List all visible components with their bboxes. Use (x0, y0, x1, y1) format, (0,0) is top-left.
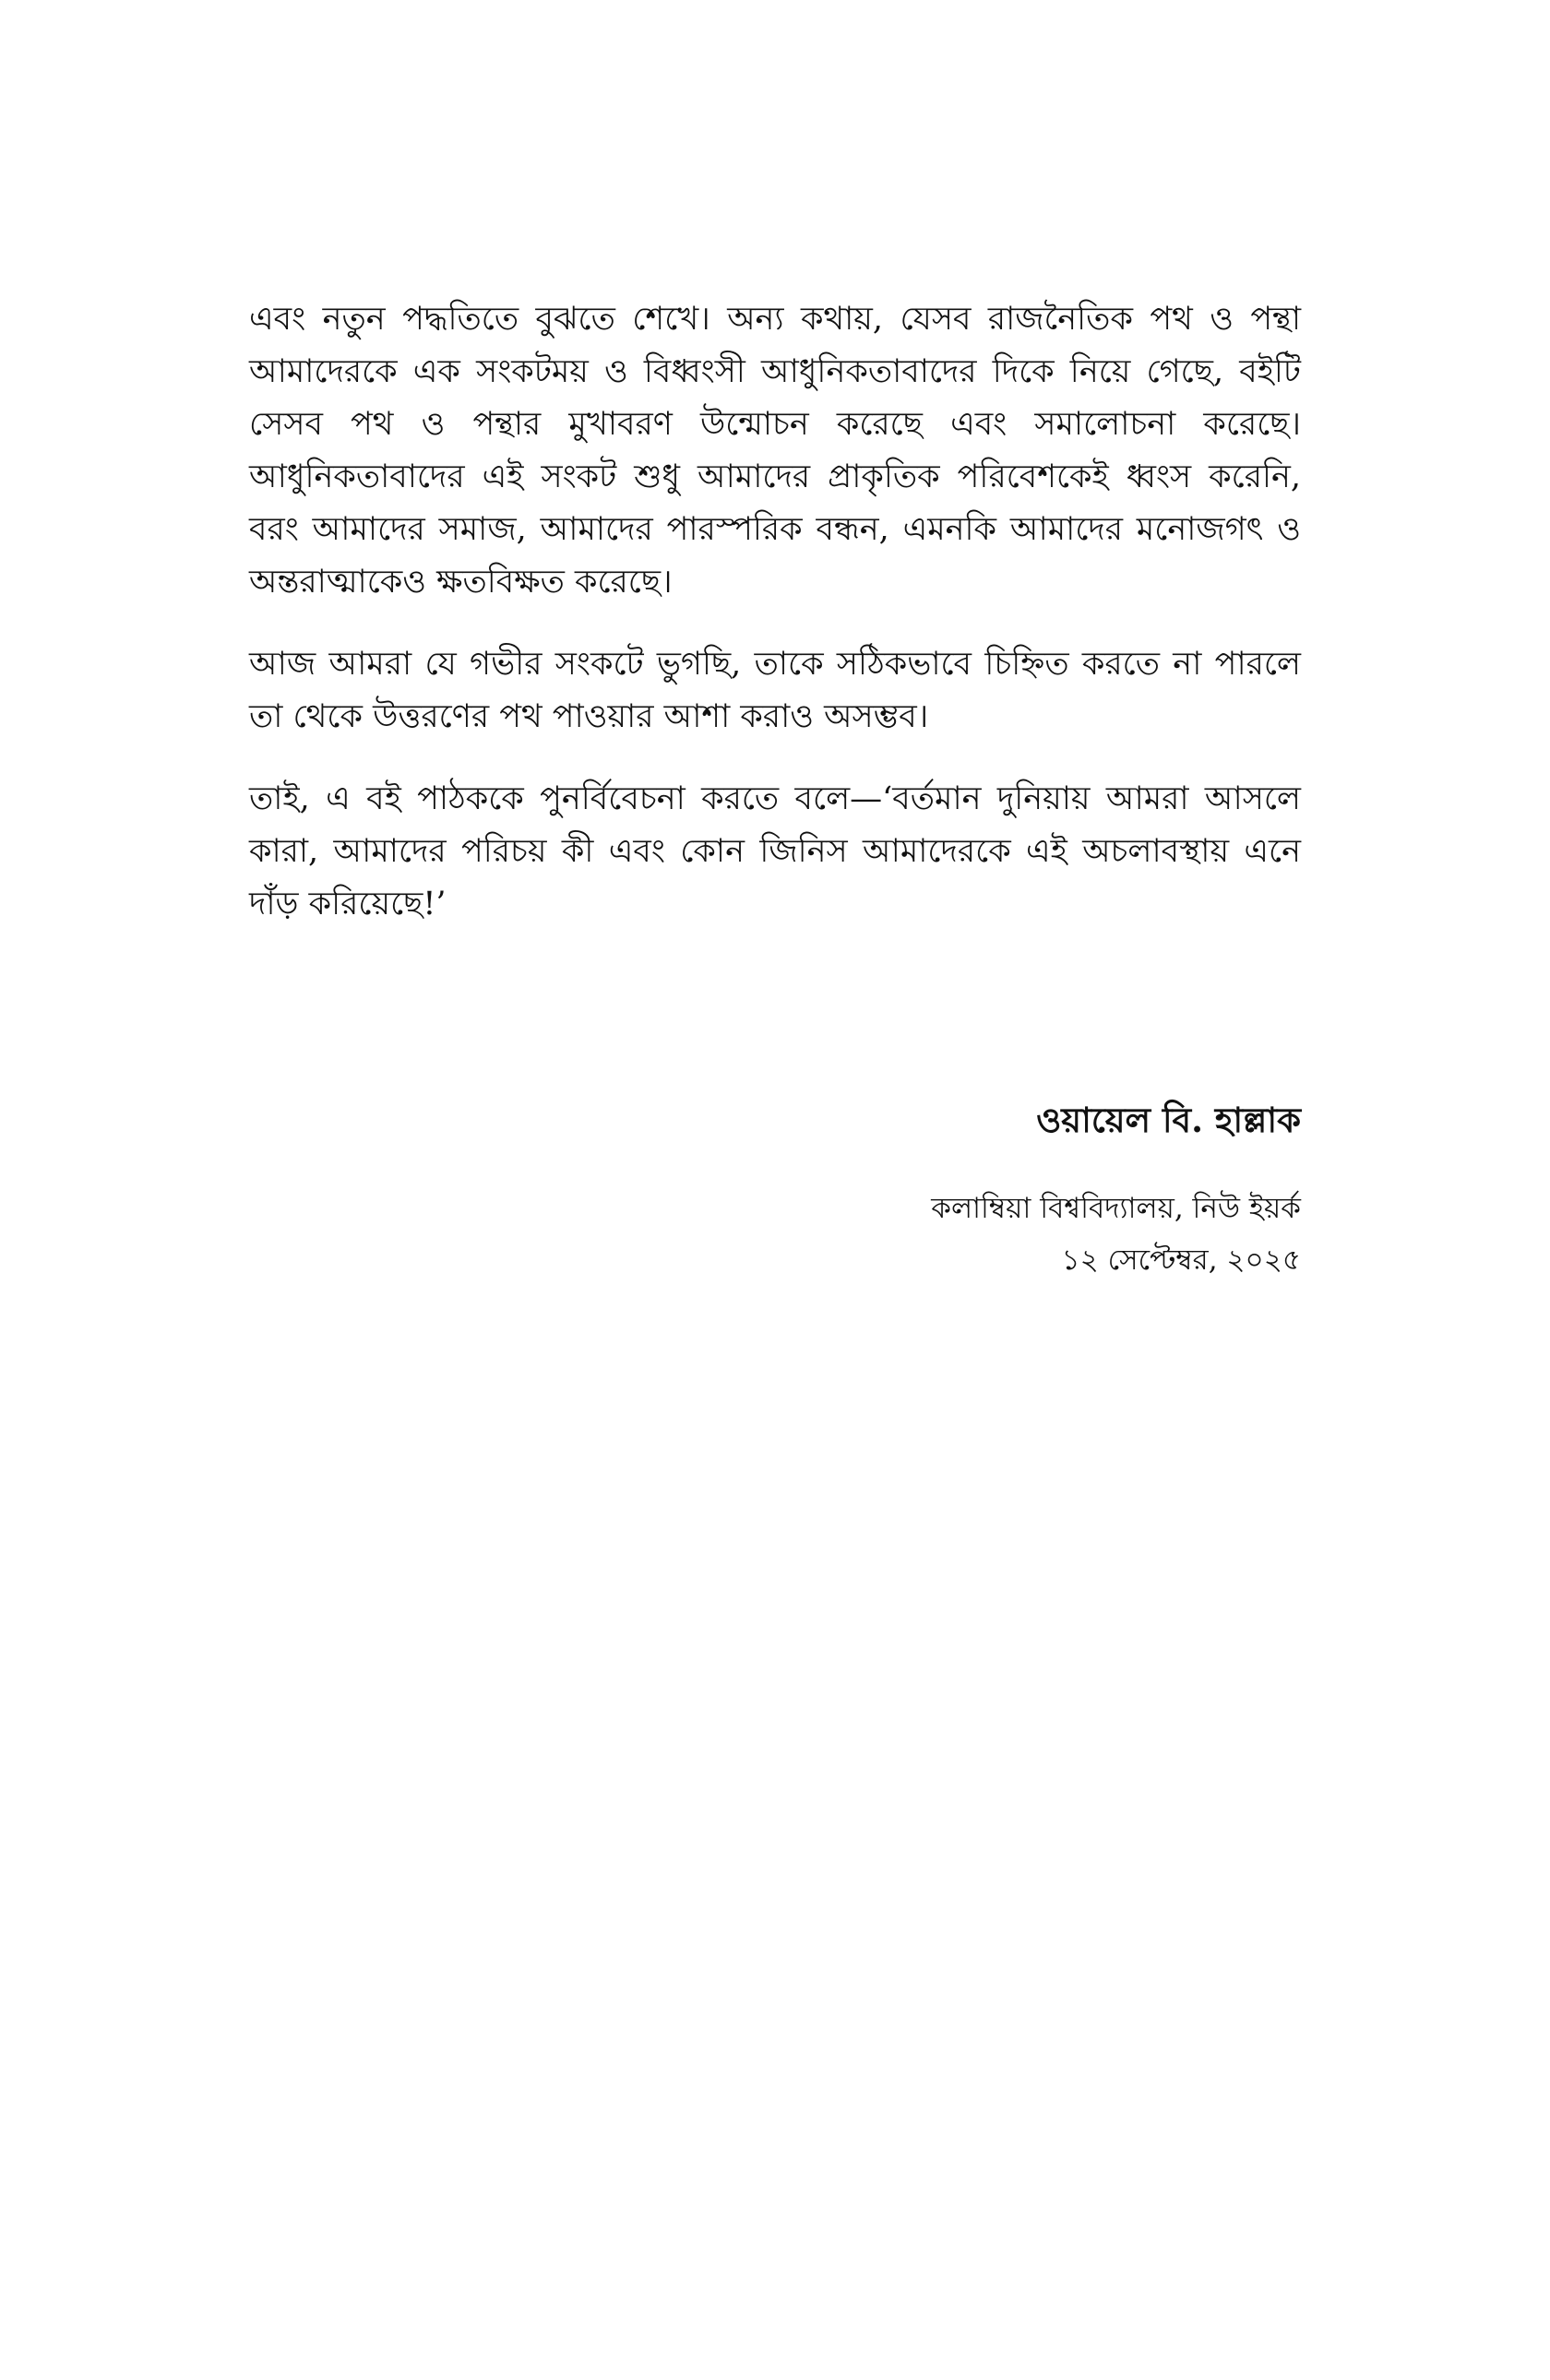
body-text (249, 293, 1301, 960)
paragraph-2: আজ আমরা যে গভীর সংকটে ভুগছি, তাকে সঠিকভাবে চিহ্নিত করতে না পারলে তা থেকে উত্তরণের পথ পাওয়ার আশা করাও অসম্ভব। (249, 646, 1301, 735)
paragraph-1: এবং নতুন পদ্ধতিতে বুঝতে শেখে। অন্য কথায়, যেসব রাজনৈতিক পথ ও পন্থা আমাদেরকে এক সংকটময় ও বিধ্বংসী আধুনিকতাবাদের দিকে নিয়ে গেছে, বইটি সেসব পথ ও পন্থার মুখাবরণ উন্মোচন করেছে এবং সমালোচনা করেছে। আধুনিকতাবাদের এই সংকট শুধু আমাদের প্রাকৃতিক পরিবেশকেই ধ্বংস করেনি, বরং আমাদের সমাজ, আমাদের পারস্পরিক বন্ধন, এমনকি আমাদের মনোজগৎ ও অন্তরাত্মাকেও ক্ষতবিক্ষত করেছে। (249, 301, 1301, 601)
signature-date: ১২ সেপ্টেম্বর, ২০২৫ (1061, 1244, 1301, 1277)
author-name: ওয়ায়েল বি. হাল্লাক (1036, 1100, 1301, 1140)
paragraph-3: তাই, এ বই পাঠককে পুনর্বিবেচনা করতে বলে—‘বর্তমান দুনিয়ায় আমরা আসলে কারা, আমাদের পরিচয় কী এবং কোন জিনিস আমাদেরকে এই অচলাবস্থায় এনে দাঁড় করিয়েছে!’ (249, 780, 1301, 922)
signature-place: কলাম্বিয়া বিশ্ববিদ্যালয়, নিউ ইয়র্ক (931, 1192, 1301, 1225)
signature-block (249, 1096, 1301, 1286)
